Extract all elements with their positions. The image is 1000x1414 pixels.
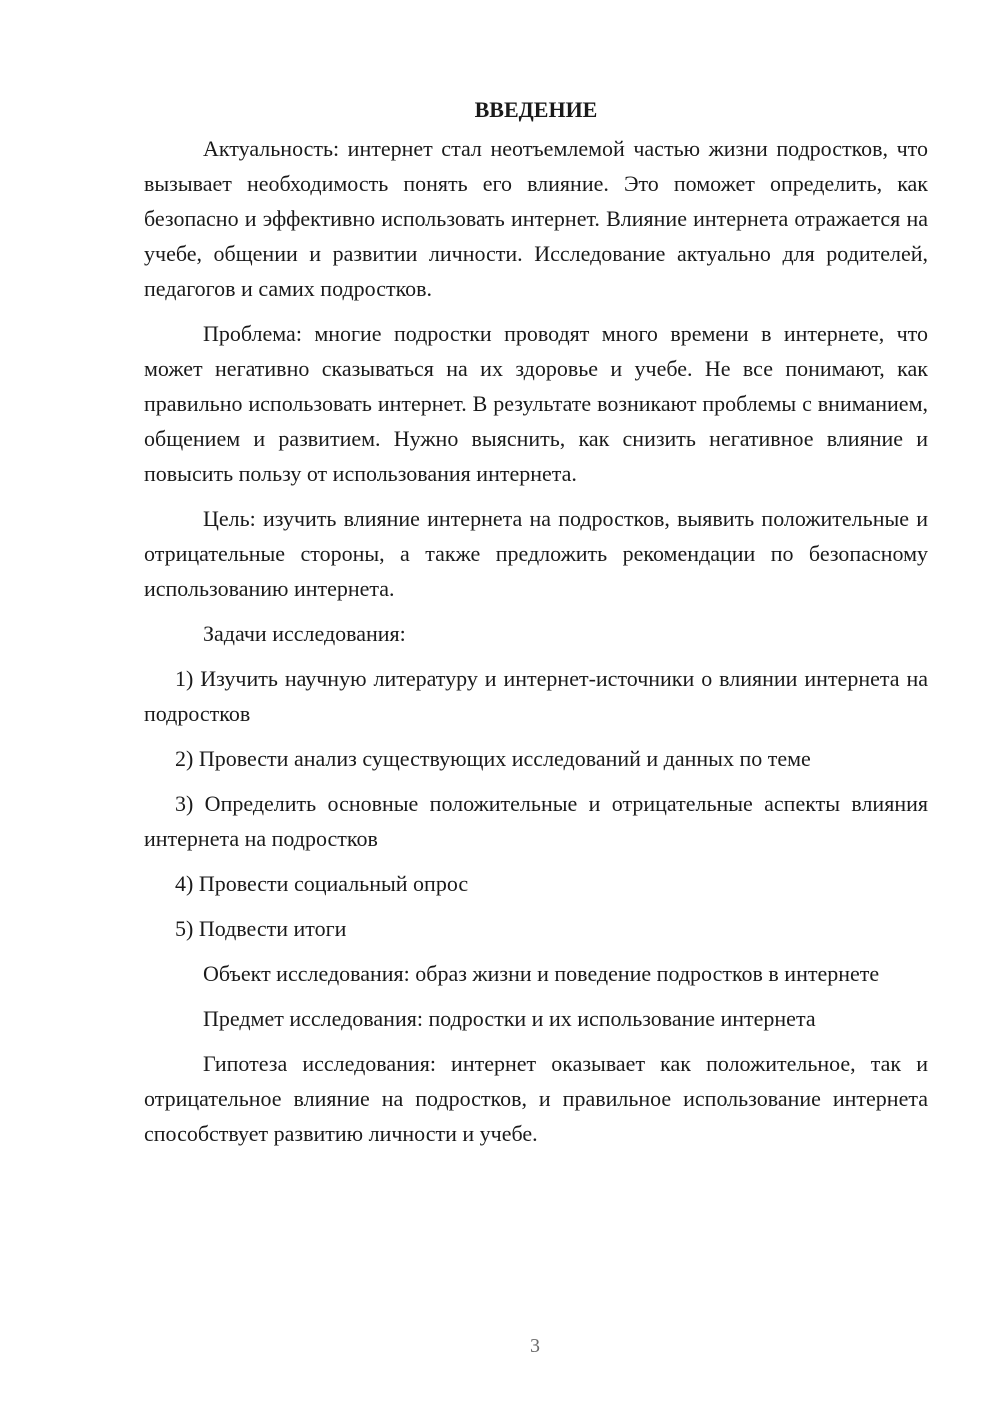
paragraph-tasks-heading: Задачи исследования: [203, 621, 406, 646]
paragraph-hypothesis: Гипотеза исследования: интернет оказывает как положительное, так и отрицательное влияние на подростков, и правильное использование интернета способствует развитию личности и учебе. [144, 1051, 928, 1146]
task-item-1: 1) Изучить научную литературу и интернет-источники о влиянии интернета на подростков [144, 666, 928, 726]
page-number: 3 [530, 1335, 540, 1357]
paragraph-problem: Проблема: многие подростки проводят много времени в интернете, что может негативно сказываться на их здоровье и учебе. Не все понимают, как правильно использовать интернет. В результате возникают проблемы с вниманием, общением и развитием. Нужно выяснить, как снизить негативное влияние и повысить пользу от использования интернета. [144, 321, 928, 486]
paragraph-subject: Предмет исследования: подростки и их использование интернета [203, 1006, 816, 1031]
document-body [144, 92, 928, 1161]
task-item-2: 2) Провести анализ существующих исследований и данных по теме [175, 746, 811, 771]
section-title: ВВЕДЕНИЕ [474, 97, 598, 122]
paragraph-goal: Цель: изучить влияние интернета на подростков, выявить положительные и отрицательные стороны, а также предложить рекомендации по безопасному использованию интернета. [144, 506, 928, 601]
paragraph-relevance: Актуальность: интернет стал неотъемлемой частью жизни подростков, что вызывает необходимость понять его влияние. Это поможет определить, как безопасно и эффективно использовать интернет. Влияние интернета отражается на учебе, общении и развитии личности. Исследование актуально для родителей, педагогов и самих подростков. [144, 136, 928, 301]
task-item-3: 3) Определить основные положительные и отрицательные аспекты влияния интернета на подростков [144, 791, 928, 851]
paragraph-object: Объект исследования: образ жизни и поведение подростков в интернете [203, 961, 880, 986]
task-item-5: 5) Подвести итоги [175, 916, 347, 941]
task-item-4: 4) Провести социальный опрос [175, 871, 469, 896]
